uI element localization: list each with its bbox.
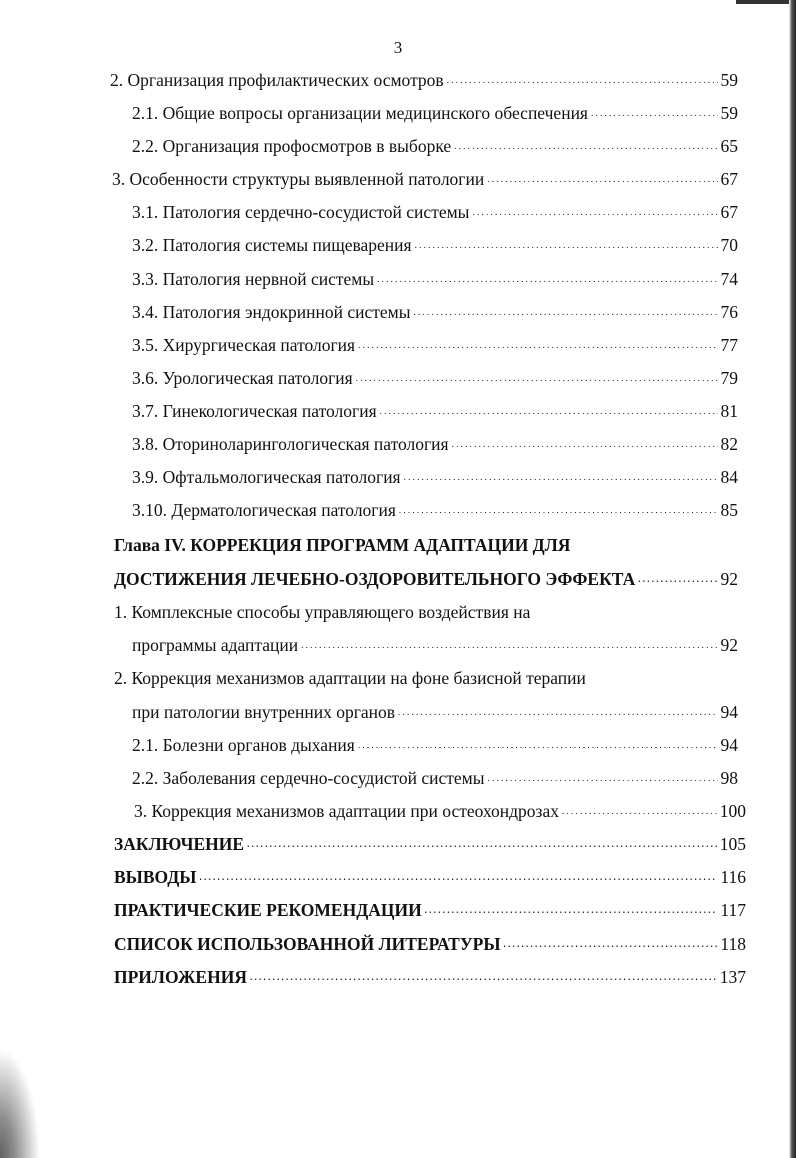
toc-entry-title: 3.6. Урологическая патология: [132, 368, 353, 388]
toc-entry-line: 2. Коррекция механизмов адаптации на фоне базисной терапии: [114, 668, 586, 688]
leader-dots: [413, 301, 717, 324]
toc-entry-page: 94: [720, 735, 738, 755]
toc-entry: [114, 829, 746, 855]
toc-entry: [114, 895, 746, 921]
toc-entry-title: 3.9. Офтальмологическая патология: [132, 467, 401, 487]
toc-entry-title: ПРАКТИЧЕСКИЕ РЕКОМЕНДАЦИИ: [114, 900, 422, 920]
toc-entry-page: 67: [720, 202, 738, 222]
toc-entry-page: 82: [720, 434, 738, 454]
toc-entry-page: 59: [720, 103, 738, 123]
toc-entry-page: 76: [720, 302, 738, 322]
toc-entry-page: 118: [720, 934, 746, 954]
toc-entry-page: 105: [719, 834, 746, 854]
toc-entry-page: 100: [719, 801, 746, 821]
toc-entry-title: 3.8. Оториноларингологическая патология: [132, 434, 449, 454]
toc-entry-title: 2.2. Заболевания сердечно-сосудистой системы: [132, 768, 485, 788]
toc-entry-page: 81: [720, 401, 738, 421]
toc-entry-title: 2.1. Болезни органов дыхания: [132, 735, 355, 755]
toc-entry-page: 92: [720, 569, 738, 589]
leader-dots: [247, 833, 717, 856]
leader-dots: [591, 102, 718, 125]
toc-entry-page: 92: [720, 635, 738, 655]
toc-entry-title: ПРИЛОЖЕНИЯ: [114, 967, 247, 987]
scan-smudge: [0, 1048, 40, 1158]
toc-entry: [132, 697, 738, 723]
leader-dots: [380, 400, 718, 423]
toc-entry-title: ЗАКЛЮЧЕНИЕ: [114, 834, 245, 854]
toc-entry: [132, 730, 738, 756]
toc-entry: [132, 98, 738, 124]
leader-dots: [399, 499, 718, 522]
toc-entry: [132, 462, 738, 488]
leader-dots: [454, 135, 717, 158]
leader-dots: [425, 899, 718, 922]
toc-entry: [110, 65, 738, 91]
toc-entry: [132, 363, 738, 389]
toc-entry: [114, 929, 746, 955]
toc-entry: [134, 796, 746, 822]
page-number: 3: [393, 38, 403, 57]
toc-entry-page: 65: [720, 136, 738, 156]
toc-entry: [132, 330, 738, 356]
toc-entry-title: 3. Коррекция механизмов адаптации при остеохондрозах: [134, 801, 559, 821]
toc-entry: [132, 230, 738, 256]
leader-dots: [452, 433, 718, 456]
toc-entry-title: 3.4. Патология эндокринной системы: [132, 302, 411, 322]
toc-entry: [114, 564, 738, 590]
toc-entry-page: 98: [720, 768, 738, 788]
leader-dots: [377, 268, 717, 291]
toc-entry-line: 1. Комплексные способы управляющего воздействия на: [114, 602, 531, 622]
leader-dots: [638, 568, 717, 591]
toc-entry: [132, 197, 738, 223]
toc-entry-title: 2.1. Общие вопросы организации медицинского обеспечения: [132, 103, 588, 123]
toc-entry-page: 59: [720, 70, 738, 90]
toc-entry-page: 117: [720, 900, 746, 920]
leader-dots: [488, 767, 718, 790]
toc-entry: [132, 763, 738, 789]
toc-entry-page: 85: [720, 500, 738, 520]
scan-edge-right: [789, 0, 796, 1158]
leader-dots: [356, 367, 718, 390]
scan-edge-top: [736, 0, 796, 4]
toc-entry-title: 3.10. Дерматологическая патология: [132, 500, 396, 520]
toc-entry-title: 3.1. Патология сердечно-сосудистой системы: [132, 202, 470, 222]
leader-dots: [504, 933, 718, 956]
toc-entry-title: ДОСТИЖЕНИЯ ЛЕЧЕБНО-ОЗДОРОВИТЕЛЬНОГО ЭФФЕКТА: [114, 569, 636, 589]
toc-entry-page: 79: [720, 368, 738, 388]
toc-entry-page: 137: [719, 967, 746, 987]
leader-dots: [398, 701, 717, 724]
toc-entry: [114, 962, 746, 988]
toc-entry: [132, 297, 738, 323]
toc-entry-title: 2. Организация профилактических осмотров: [110, 70, 444, 90]
toc-entry: [132, 630, 738, 656]
leader-dots: [301, 634, 717, 657]
toc-entry-page: 84: [720, 467, 738, 487]
toc-entry-page: 116: [720, 867, 746, 887]
chapter-heading-line: Глава IV. КОРРЕКЦИЯ ПРОГРАММ АДАПТАЦИИ ДЛЯ: [114, 535, 571, 555]
toc-entry: [132, 495, 738, 521]
leader-dots: [250, 966, 717, 989]
toc-entry: [132, 396, 738, 422]
toc-entry: [132, 429, 738, 455]
toc-entry-page: 77: [720, 335, 738, 355]
toc-entry-title: при патологии внутренних органов: [132, 702, 396, 722]
toc-entry-page: 70: [720, 235, 738, 255]
toc-entry-title: 3.2. Патология системы пищеварения: [132, 235, 412, 255]
toc-entry-title: ВЫВОДЫ: [114, 867, 197, 887]
toc-entry-title: программы адаптации: [132, 635, 299, 655]
leader-dots: [358, 334, 717, 357]
toc-entry: [132, 131, 738, 157]
toc-entry: [132, 264, 738, 290]
toc-entry-title: 3.3. Патология нервной системы: [132, 269, 375, 289]
toc-entry-title: 3.5. Хирургическая патология: [132, 335, 356, 355]
toc-entry-page: 67: [720, 169, 738, 189]
toc-entry: [112, 164, 738, 190]
leader-dots: [447, 69, 718, 92]
toc-entry-title: 3. Особенности структуры выявленной патологии: [112, 169, 485, 189]
leader-dots: [200, 866, 718, 889]
leader-dots: [562, 800, 717, 823]
toc-entry: [114, 862, 746, 888]
leader-dots: [487, 168, 717, 191]
toc-entry-page: 74: [720, 269, 738, 289]
leader-dots: [404, 466, 718, 489]
leader-dots: [358, 734, 718, 757]
toc-entry-title: 2.2. Организация профосмотров в выборке: [132, 136, 452, 156]
toc-entry-page: 94: [720, 702, 738, 722]
leader-dots: [472, 201, 717, 224]
leader-dots: [415, 234, 718, 257]
toc-entry-title: 3.7. Гинекологическая патология: [132, 401, 377, 421]
toc-entry-title: СПИСОК ИСПОЛЬЗОВАННОЙ ЛИТЕРАТУРЫ: [114, 934, 501, 954]
